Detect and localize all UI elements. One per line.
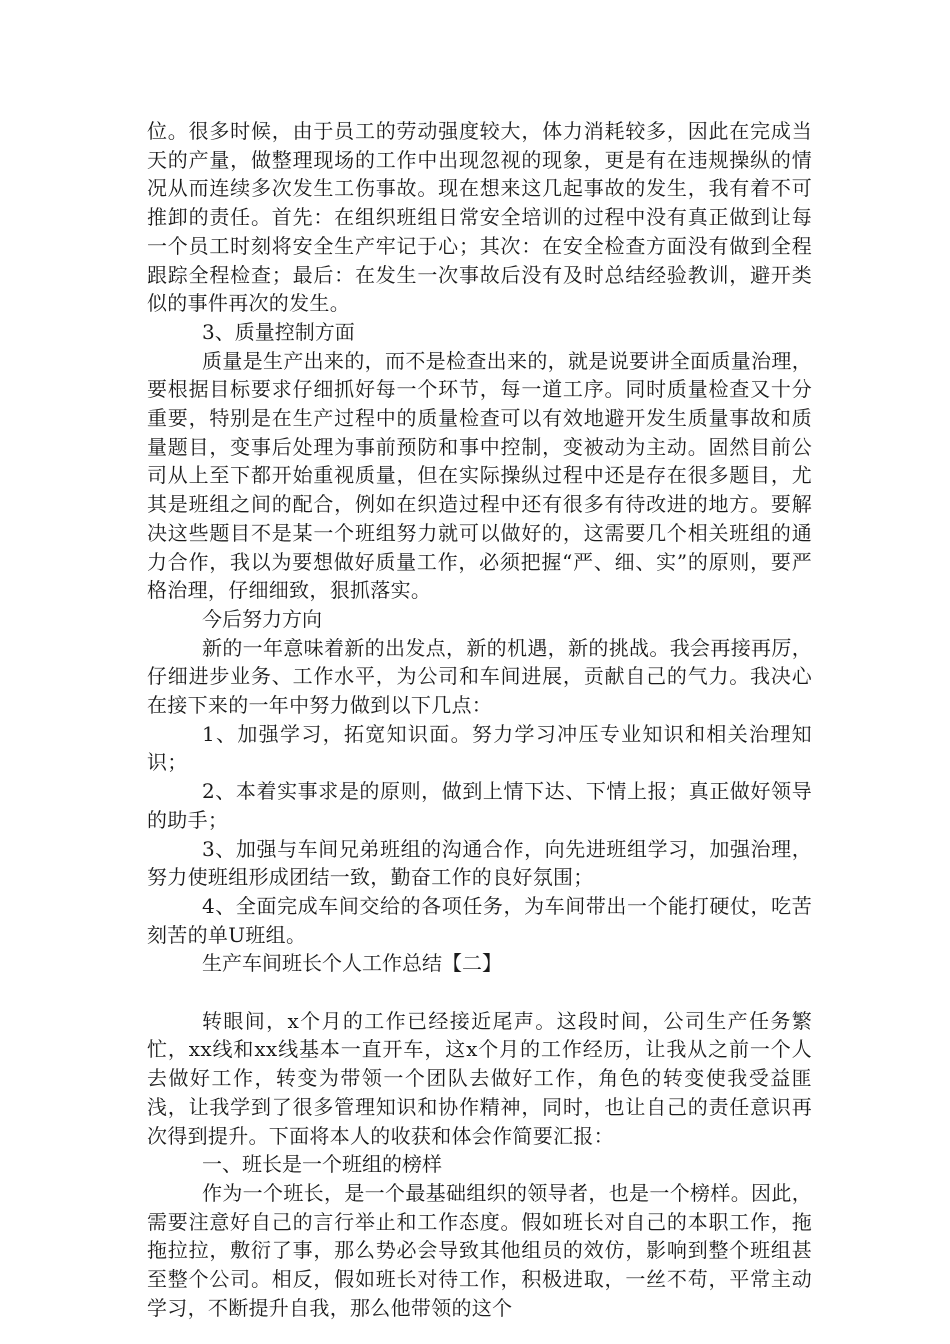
list-item-1: 1、加强学习，拓宽知识面。努力学习冲压专业知识和相关治理知识；: [147, 721, 812, 775]
list-item-2: 2、本着实事求是的原则，做到上情下达、下情上报；真正做好领导的助手；: [147, 779, 812, 832]
paragraph-team-leader: 作为一个班长，是一个最基础组织的领导者，也是一个榜样。因此，需要注意好自己的言行举止和工作态度。假如班长对自己的本职工作，拖拖拉拉，敷衍了事，那么势必会导致其他组员的效仿，影响到整个班组甚至整个公司。相反，假如班长对待工作，积极进取，一丝不苟，平常主动学习，不断提升自我，那么他带领的这个: [147, 1181, 812, 1320]
paragraph-safety-responsibility: 位。很多时候，由于员工的劳动强度较大，体力消耗较多，因此在完成当天的产量，做整理现场的工作中出现忽视的现象，更是有在违规操纵的情况从而连续多次发生工伤事故。现在想来这几起事故的发生，我有着不可推卸的责任。首先：在组织班组日常安全培训的过程中没有真正做到让每一个员工时刻将安全生产牢记于心；其次：在安全检查方面没有做到全程跟踪全程检查；最后：在发生一次事故后没有及时总结经验教训，避开类似的事件再次的发生。: [147, 119, 812, 316]
paragraph-intro-part-two: 转眼间，x个月的工作已经接近尾声。这段时间，公司生产任务繁忙，xx线和xx线基本一直开车，这x个月的工作经历，让我从之前一个人去做好工作，转变为带领一个团队去做好工作，角色的转变使我受益匪浅，让我学到了很多管理知识和协作精神，同时，也让自己的责任意识再次得到提升。下面将本人的收获和体会作简要汇报：: [147, 1008, 812, 1148]
paragraph-new-year: 新的一年意味着新的出发点，新的机遇，新的挑战。我会再接再厉，仔细进步业务、工作水平，为公司和车间进展，贡献自己的气力。我决心在接下来的一年中努力做到以下几点：: [147, 635, 812, 718]
list-item-3: 3、加强与车间兄弟班组的沟通合作，向先进班组学习，加强治理，努力使班组形成团结一致，勤奋工作的良好氛围；: [147, 836, 812, 890]
section-heading-future-direction: 今后努力方向: [202, 606, 322, 631]
paragraph-quality: 质量是生产出来的，而不是检查出来的，就是说要讲全面质量治理，要根据目标要求仔细抓好每一个环节，每一道工序。同时质量检查又十分重要，特别是在生产过程中的质量检查可以有效地避开发生质量事故和质量题目，变事后处理为事前预防和事中控制，变被动为主动。固然目前公司从上至下都开始重视质量，但在实际操纵过程中还是存在很多题目，尤其是班组之间的配合，例如在织造过程中还有很多有待改进的地方。要解决这些题目不是某一个班组努力就可以做好的，这需要几个相关班组的通力合作，我以为要想做好质量工作，必须把握“严、细、实”的原则，要严格治理，仔细细致，狠抓落实。: [147, 348, 812, 603]
section-heading-team-leader-example: 一、班长是一个班组的榜样: [202, 1152, 442, 1177]
list-item-4: 4、全面完成车间交给的各项任务，为车间带出一个能打硬仗，吃苦刻苦的单U班组。: [147, 893, 812, 947]
blank-line: [147, 978, 812, 1007]
document-body: [147, 117, 812, 1323]
document-subtitle-part-two: 生产车间班长个人工作总结【二】: [202, 951, 502, 976]
section-heading-quality-control: 3、质量控制方面: [202, 319, 355, 344]
